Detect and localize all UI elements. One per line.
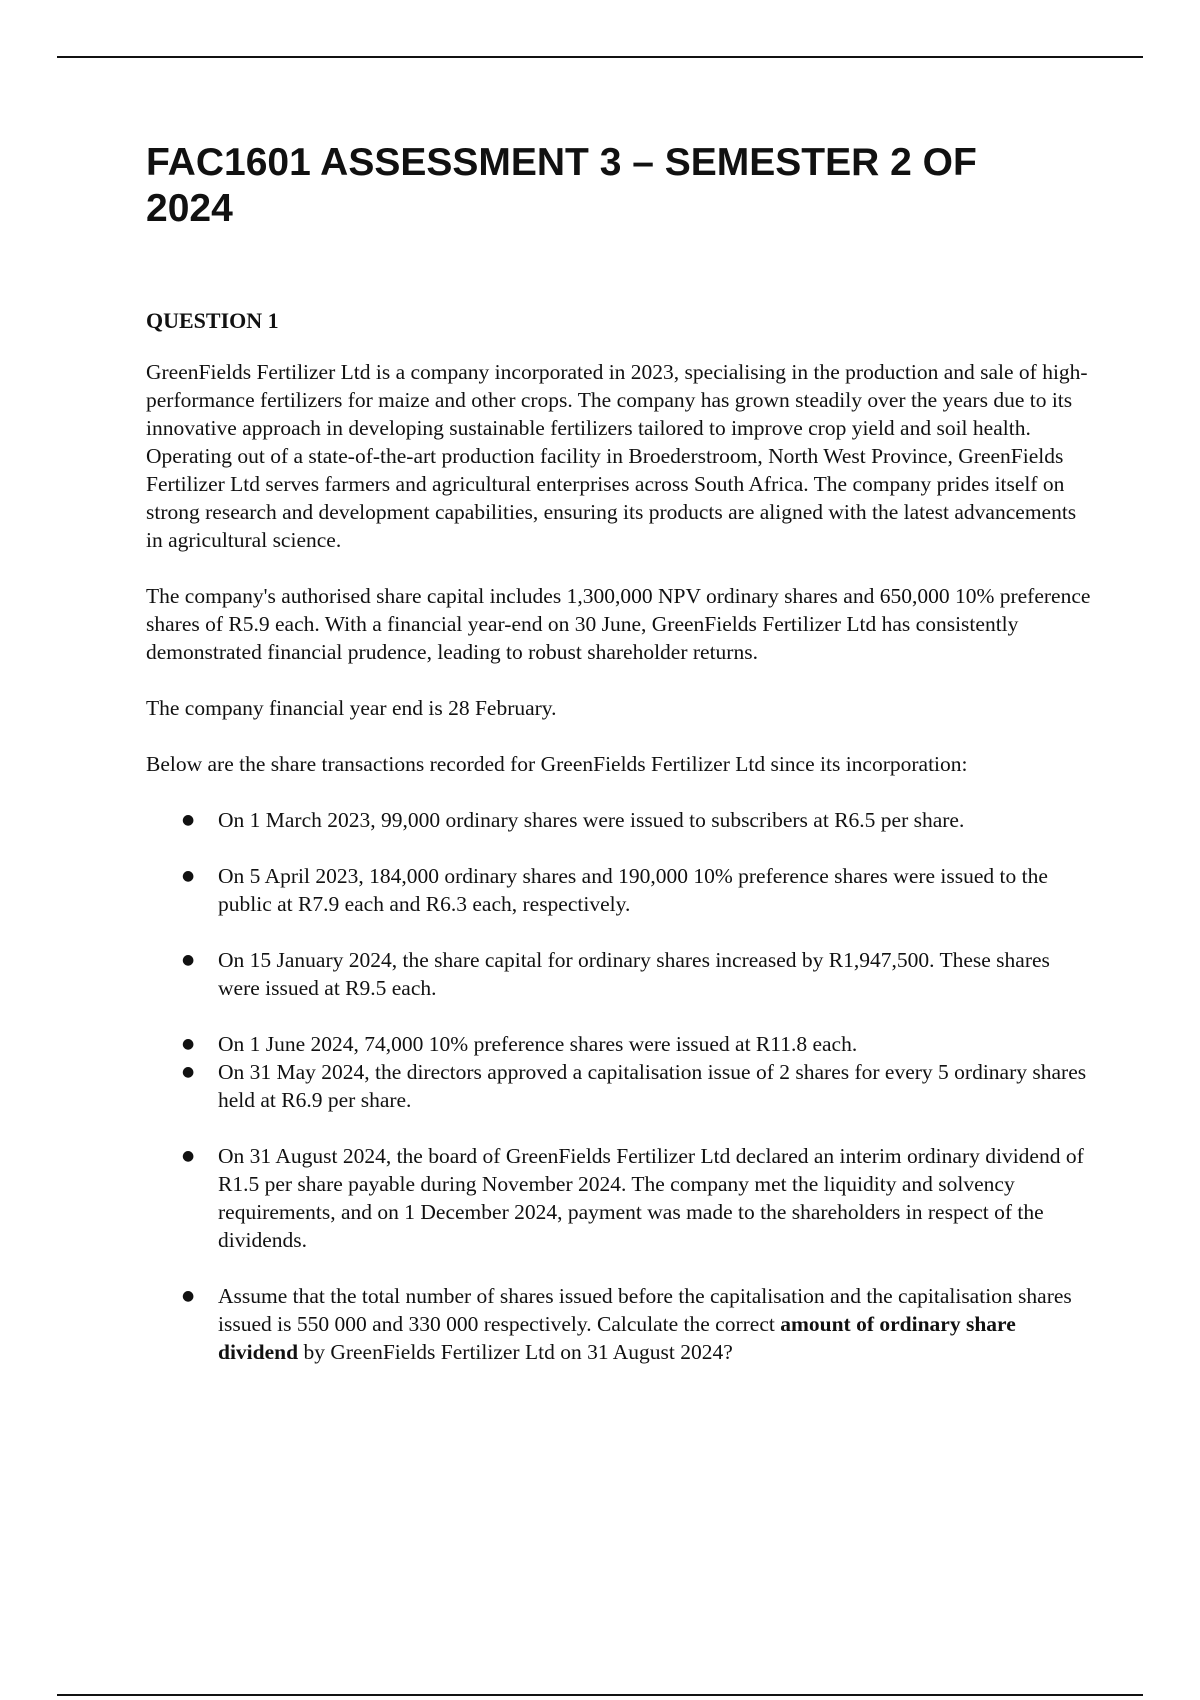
list-item-text: On 1 March 2023, 99,000 ordinary shares were issued to subscribers at R6.5 per share. bbox=[218, 808, 965, 832]
list-item-text: On 5 April 2023, 184,000 ordinary shares and 190,000 10% preference shares were issued to the public at R7.9 each and R6.3 each, respectively. bbox=[218, 864, 1048, 916]
bullet-icon: ● bbox=[182, 1064, 195, 1080]
list-item-text: On 31 August 2024, the board of GreenFields Fertilizer Ltd declared an interim ordinary dividend of R1.5 per share payable during November 2024. The company met the liquidity and solvency requirements, and on 1 December 2024, payment was made to the shareholders in respect of the dividends. bbox=[218, 1144, 1084, 1252]
bottom-rule bbox=[57, 1694, 1143, 1696]
bullet-icon: ● bbox=[182, 1036, 195, 1052]
list-item bbox=[146, 946, 1096, 1002]
list-item bbox=[146, 1142, 1096, 1254]
document-title: FAC1601 ASSESSMENT 3 – SEMESTER 2 OF 2024 bbox=[146, 141, 977, 230]
transactions-list bbox=[146, 806, 1096, 1366]
list-item bbox=[146, 1058, 1096, 1114]
list-item bbox=[146, 862, 1096, 918]
list-item bbox=[146, 1282, 1096, 1366]
top-rule bbox=[57, 56, 1143, 58]
final-question-emphasis: amount of ordinary share dividend bbox=[218, 1312, 1016, 1364]
bullet-icon: ● bbox=[182, 812, 195, 828]
list-item-text: On 31 May 2024, the directors approved a capitalisation issue of 2 shares for every 5 ordinary shares held at R6.9 per share. bbox=[218, 1060, 1087, 1112]
final-question-text-end: by GreenFields Fertilizer Ltd on 31 August 2024? bbox=[298, 1340, 733, 1364]
bullet-icon: ● bbox=[182, 1148, 195, 1164]
share-capital-paragraph: The company's authorised share capital includes 1,300,000 NPV ordinary shares and 650,000 10% preference shares of R5.9 each. With a financial year-end on 30 June, GreenFields Fertilizer Ltd has consistently demonstrated financial prudence, leading to robust shareholder returns. bbox=[146, 584, 1091, 664]
question-heading: QUESTION 1 bbox=[146, 308, 279, 333]
bullet-icon: ● bbox=[182, 868, 195, 884]
document-page bbox=[146, 140, 1096, 1366]
list-item-text: On 15 January 2024, the share capital for ordinary shares increased by R1,947,500. These shares were issued at R9.5 each. bbox=[218, 948, 1050, 1000]
list-item bbox=[146, 806, 1096, 834]
year-end-paragraph: The company financial year end is 28 February. bbox=[146, 696, 557, 720]
bullet-icon: ● bbox=[182, 952, 195, 968]
transactions-intro-paragraph: Below are the share transactions recorded for GreenFields Fertilizer Ltd since its incorporation: bbox=[146, 752, 968, 776]
bullet-icon: ● bbox=[182, 1288, 195, 1304]
final-question-text-start: Assume that the total number of shares issued before the capitalisation and the capitalisation shares issued is 550 000 and 330 000 respectively. Calculate the correct bbox=[218, 1284, 1072, 1336]
company-description-paragraph: GreenFields Fertilizer Ltd is a company incorporated in 2023, specialising in the production and sale of high-performance fertilizers for maize and other crops. The company has grown steadily over the years due to its innovative approach in developing sustainable fertilizers tailored to improve crop yield and soil health. Operating out of a state-of-the-art production facility in Broederstroom, North West Province, GreenFields Fertilizer Ltd serves farmers and agricultural enterprises across South Africa. The company prides itself on strong research and development capabilities, ensuring its products are aligned with the latest advancements in agricultural science. bbox=[146, 360, 1088, 552]
list-item bbox=[146, 1030, 1096, 1058]
list-item-text: On 1 June 2024, 74,000 10% preference shares were issued at R11.8 each. bbox=[218, 1032, 858, 1056]
